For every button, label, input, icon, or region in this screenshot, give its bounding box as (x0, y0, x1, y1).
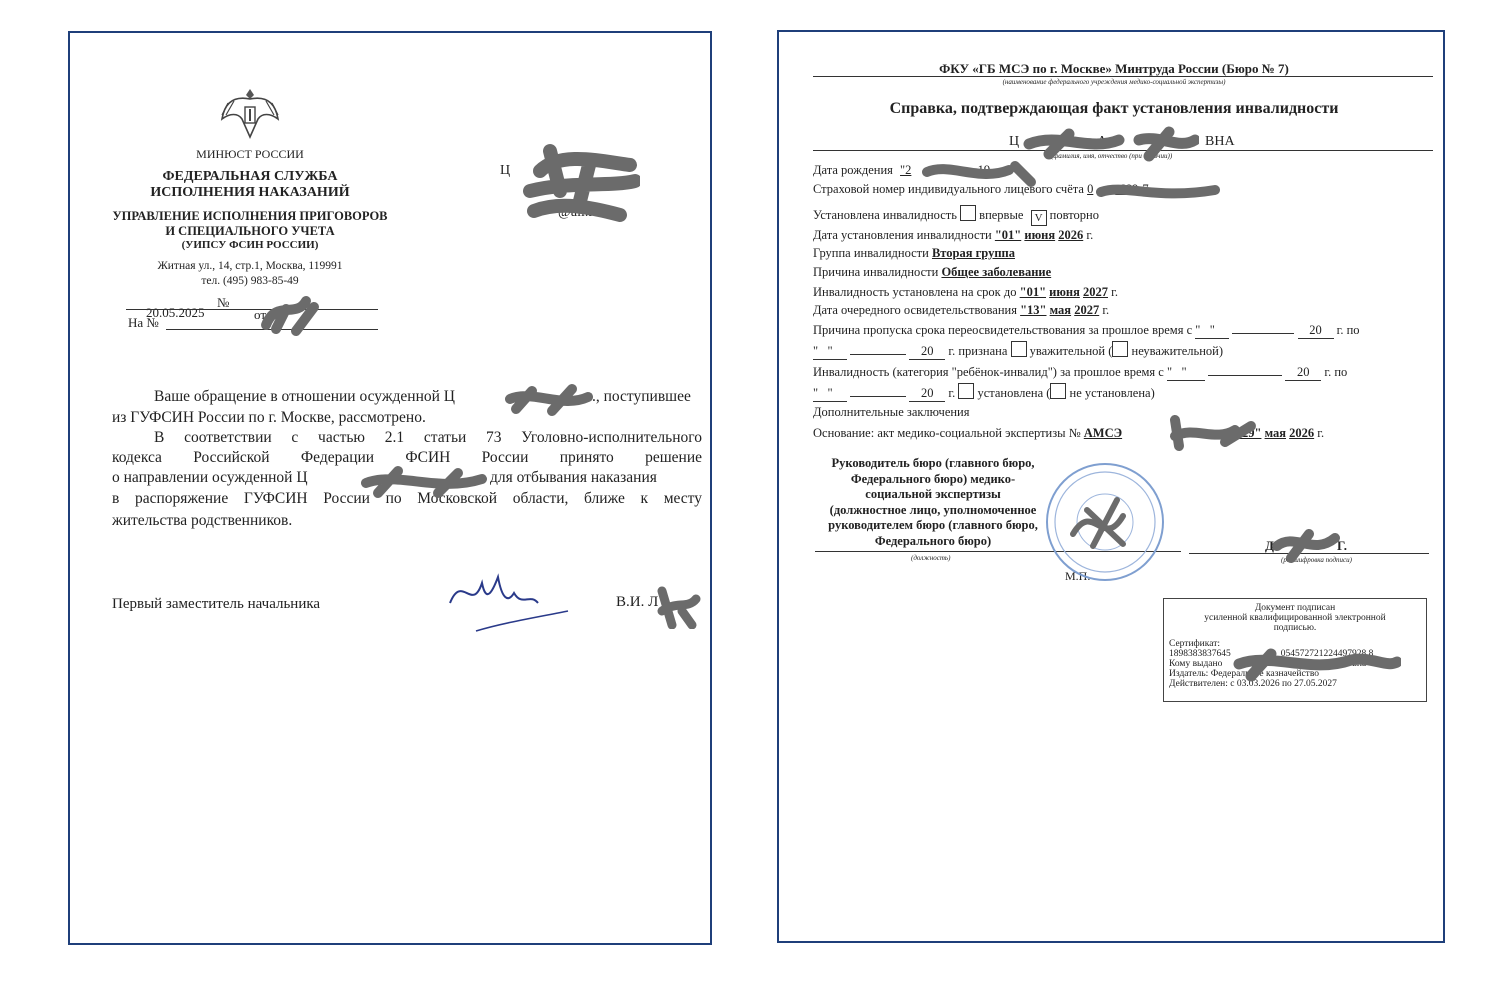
signer-name: В.И. Л (616, 594, 659, 610)
redaction-birth-date (919, 156, 1039, 188)
signature-caption: (расшифровка подписи) (1281, 556, 1352, 564)
first-time-checkbox (960, 205, 976, 221)
child-row-2: " " 20 г. установлена ( не установлена) (813, 383, 1155, 402)
skip-row-2: " " 20 г. признана уважительной ( неуважительной) (813, 341, 1223, 360)
repeat-checkbox: V (1031, 210, 1047, 226)
next-exam-row: Дата очередного освидетельствования "13" мая 2027 г. (813, 303, 1110, 317)
disability-certificate-page (777, 30, 1445, 943)
not-established-checkbox (1050, 383, 1066, 399)
date-established-row: Дата установления инвалидности "01" июня 2026 г. (813, 228, 1094, 242)
para2-line5: жительства родственников. (112, 512, 293, 529)
person-name-c: ВНА (1205, 134, 1235, 149)
esig-line2: усиленной квалифицированной электронной (1204, 613, 1386, 623)
official-stamp-image (1043, 460, 1167, 584)
signer-b: Г. (1337, 538, 1348, 553)
established-checkbox (958, 383, 974, 399)
esig-line3: подписью. (1273, 623, 1317, 633)
fsin-letter-page (68, 31, 712, 945)
para2-line3a: о направлении осужденной Ц (112, 469, 308, 486)
redaction-para2 (358, 463, 488, 499)
para2-line4: в распоряжение ГУФСИН России по Московской области, ближе к месту (112, 490, 702, 507)
org-name: ФКУ «ГБ МСЭ по г. Москве» Минтруда России (Бюро № 7) (939, 61, 1289, 76)
reference-label: На № (128, 315, 159, 330)
dept-name-line2: И СПЕЦИАЛЬНОГО УЧЕТА (165, 224, 335, 238)
group-row: Группа инвалидности Вторая группа (813, 246, 1015, 260)
signer-a: Д (1265, 538, 1274, 553)
respectful-checkbox (1011, 341, 1027, 357)
name-caption: (фамилия, имя, отчество (при наличии)) (1051, 152, 1173, 160)
recipient-email: @ail.ru (558, 205, 601, 220)
service-name-line1: ФЕДЕРАЛЬНАЯ СЛУЖБА (162, 169, 338, 184)
redaction-act-number (1165, 412, 1261, 452)
para1-line1: Ваше обращение в отношении осужденной Ц (154, 388, 456, 405)
certificate-title: Справка, подтверждающая факт установления инвалидности (889, 100, 1339, 117)
person-name-a: Ц (1009, 134, 1020, 149)
address: Житная ул., 14, стр.1, Москва, 119991 (157, 260, 343, 272)
para2-line1: В соответствии с частью 2.1 статьи 73 Уголовно-исполнительного (154, 429, 702, 446)
service-name-line2: ИСПОЛНЕНИЯ НАКАЗАНИЙ (150, 185, 350, 200)
ministry-name: МИНЮСТ РОССИИ (196, 147, 304, 161)
validity: Действителен: с 03.03.2026 по 27.05.2027 (1169, 679, 1337, 689)
para2-line2: кодекса Российской Федерации ФСИН России принято решение (112, 449, 702, 466)
issued-to: Кому выдано вна (1169, 659, 1367, 669)
redaction-signer (652, 581, 702, 629)
para1-line2: из ГУФСИН России по г. Москве, рассмотрено. (112, 409, 426, 426)
stamp-place: М.П. (1065, 569, 1091, 583)
birth-row: Дата рождения "2 19 (813, 163, 991, 177)
additional-conclusions: Дополнительные заключения (813, 405, 970, 419)
signer-title: Первый заместитель начальника (112, 596, 321, 612)
snils-row: Страховой номер индивидуального лицевого счёта 0 -689-7 (813, 182, 1149, 196)
skip-row: Причина пропуска срока переосвидетельствования за прошлое время с " " 20 г. по (813, 323, 1360, 337)
redaction-signer (1269, 526, 1341, 566)
redaction-person-name (1019, 126, 1199, 162)
basis-row: Основание: акт медико-социальной экспертизы № АМСЭ от "29" мая 2026 г. (813, 426, 1325, 440)
letter-number-label: № (217, 295, 230, 310)
established-row: Установлена инвалидность впервые V повторно (813, 205, 1099, 226)
cert-value: 1898383837645 054572721224497928 8 (1169, 649, 1374, 659)
esig-line1: Документ подписан (1254, 603, 1336, 613)
issuer: Издатель: Федеральное казначейство (1169, 669, 1319, 679)
redaction-esig (1231, 646, 1401, 682)
cert-label: Сертификат: (1169, 639, 1221, 649)
disrespectful-checkbox (1112, 341, 1128, 357)
para1-line1-end: ., поступившее (592, 388, 691, 405)
org-caption: (наименование федерального учреждения медико-социальной экспертизы) (1002, 78, 1226, 86)
position-caption: (должность) (911, 554, 951, 562)
term-row: Инвалидность установлена на срок до "01" июня 2027 г. (813, 285, 1118, 299)
signature-image (442, 563, 572, 635)
phone: тел. (495) 983-85-49 (201, 275, 299, 287)
letter-date: 20.05.2025 (146, 305, 205, 320)
person-name-b: А (1097, 134, 1108, 149)
para2-line3b: для отбывания наказания (490, 469, 657, 486)
child-row: Инвалидность (категория "ребёнок-инвалид") за прошлое время с " " 20 г. по (813, 365, 1348, 379)
dept-name-line1: УПРАВЛЕНИЕ ИСПОЛНЕНИЯ ПРИГОВОРОВ (112, 209, 388, 223)
reference-from-label: от (254, 307, 267, 322)
recipient-initial: Ц (500, 163, 511, 178)
dept-name-line3: (УИПСУ ФСИН РОССИИ) (181, 239, 319, 251)
cause-row: Причина инвалидности Общее заболевание (813, 265, 1052, 279)
head-position: Руководитель бюро (главного бюро, Федерального бюро) медико- социальной экспертизы (должностное лицо, уполномоченное руководителем бюро (главного бюро, Федерального бюро) (828, 456, 1038, 548)
eagle-emblem-icon (220, 85, 280, 141)
redaction-reference (256, 289, 322, 339)
redaction-recipient (520, 131, 640, 241)
redaction-para1 (502, 381, 594, 417)
redaction-snils (1095, 180, 1221, 204)
